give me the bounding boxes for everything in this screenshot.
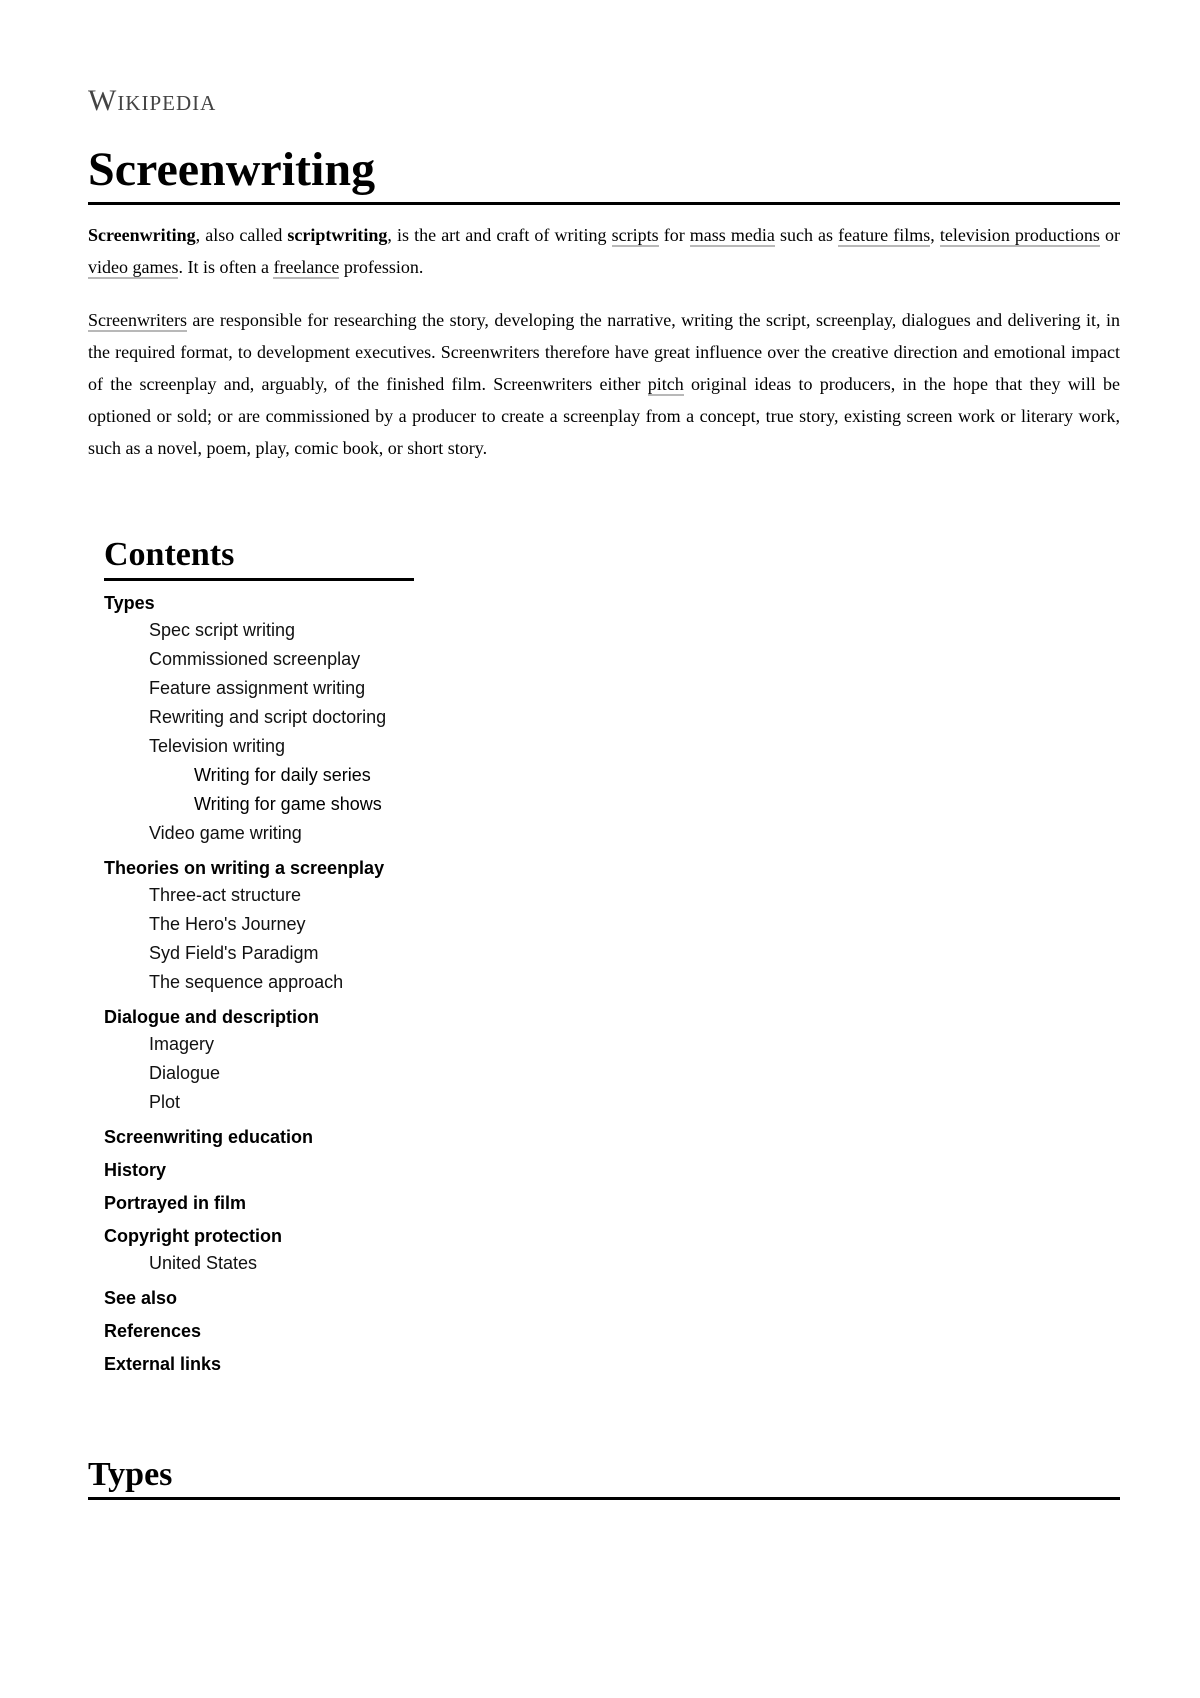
toc-subitem-dialogue xyxy=(149,1059,504,1088)
text-run: profession. xyxy=(339,257,424,277)
toc-sublink[interactable]: Video game writing xyxy=(149,823,302,843)
toc-subitem-spec-script-writing xyxy=(149,616,504,645)
toc-sublist xyxy=(104,881,504,997)
toc-subitem-the-hero-s-journey xyxy=(149,910,504,939)
toc-subitem-video-game-writing xyxy=(149,819,504,848)
link-video-games[interactable]: video games xyxy=(88,257,179,277)
toc-item-types xyxy=(104,591,504,848)
toc-link[interactable]: Dialogue and description xyxy=(104,1007,320,1027)
toc-sublink[interactable]: Dialogue xyxy=(149,1063,221,1083)
text-run: original ideas to producers, in the hope that they will be optioned or sold; or are commissioned by a producer to create a screenplay from a concept, true story, existing screen work or literary work, such as a novel, poem, play, comic book, or short story. xyxy=(88,374,1120,458)
toc-sublink[interactable]: Plot xyxy=(149,1092,181,1112)
toc-list xyxy=(104,591,504,1377)
section-heading-types: Types xyxy=(88,1453,1120,1500)
article-intro xyxy=(88,219,1120,485)
toc-subsublink[interactable]: Writing for daily series xyxy=(194,765,371,785)
toc-sublist xyxy=(104,1249,504,1278)
toc-link[interactable]: Portrayed in film xyxy=(104,1193,247,1213)
link-feature-films[interactable]: feature films xyxy=(838,225,931,245)
toc-item-external-links xyxy=(104,1352,504,1377)
bold-term-screenwriting: Screenwriting xyxy=(88,225,196,245)
toc-title: Contents xyxy=(104,533,414,581)
toc-sublist xyxy=(104,1030,504,1117)
toc-sublink[interactable]: Syd Field's Paradigm xyxy=(149,943,319,963)
toc-subitem-television-writing xyxy=(149,732,504,819)
table-of-contents xyxy=(104,533,504,1385)
text-run: are responsible for researching the story, developing the narrative, writing the script, screenplay, dialogues and delivering it, in the required format, to development executives. Screenwriters therefore have great influence over the creative direction and emotional impact of the screenplay and, arguably, of the finished film. Screenwriters either xyxy=(88,310,1120,394)
toc-item-references xyxy=(104,1319,504,1344)
link-screenwriters[interactable]: Screenwriters xyxy=(88,310,187,330)
toc-item-dialogue-and-description xyxy=(104,1005,504,1117)
toc-link[interactable]: Theories on writing a screenplay xyxy=(104,858,385,878)
page-title: Screenwriting xyxy=(88,140,1120,205)
link-television-productions[interactable]: television productions xyxy=(939,225,1100,245)
toc-item-copyright-protection xyxy=(104,1224,504,1278)
toc-subitem-united-states xyxy=(149,1249,504,1278)
toc-sublink[interactable]: Spec script writing xyxy=(149,620,296,640)
link-pitch[interactable]: pitch xyxy=(647,374,684,394)
toc-subitem-syd-field-s-paradigm xyxy=(149,939,504,968)
toc-subitem-the-sequence-approach xyxy=(149,968,504,997)
text-run: , also called xyxy=(195,225,288,245)
toc-subitem-feature-assignment-writing xyxy=(149,674,504,703)
toc-sublink[interactable]: The Hero's Journey xyxy=(149,914,306,934)
toc-item-portrayed-in-film xyxy=(104,1191,504,1216)
toc-subitem-plot xyxy=(149,1088,504,1117)
toc-sublink[interactable]: United States xyxy=(149,1253,258,1273)
text-run: or xyxy=(1099,225,1120,245)
toc-link[interactable]: References xyxy=(104,1321,202,1341)
link-scripts[interactable]: scripts xyxy=(611,225,659,245)
toc-item-history xyxy=(104,1158,504,1183)
toc-item-see-also xyxy=(104,1286,504,1311)
toc-subsubitem-writing-for-game-shows xyxy=(194,790,504,819)
intro-paragraph-2 xyxy=(88,304,1120,464)
toc-link[interactable]: External links xyxy=(104,1354,222,1374)
toc-subitem-commissioned-screenplay xyxy=(149,645,504,674)
toc-sublink[interactable]: Television writing xyxy=(149,736,286,756)
bold-term-scriptwriting: scriptwriting xyxy=(287,225,388,245)
text-run: for xyxy=(658,225,690,245)
toc-item-theories-on-writing-a-screenplay xyxy=(104,856,504,997)
intro-paragraph-1 xyxy=(88,219,1120,283)
text-run: such as xyxy=(774,225,839,245)
toc-link[interactable]: Copyright protection xyxy=(104,1226,282,1246)
toc-subitem-three-act-structure xyxy=(149,881,504,910)
link-freelance[interactable]: freelance xyxy=(273,257,340,277)
toc-subitem-rewriting-and-script-doctoring xyxy=(149,703,504,732)
toc-link[interactable]: Screenwriting education xyxy=(104,1127,314,1147)
toc-item-screenwriting-education xyxy=(104,1125,504,1150)
toc-subsublink[interactable]: Writing for game shows xyxy=(194,794,382,814)
toc-subsublist xyxy=(149,761,504,819)
toc-subsubitem-writing-for-daily-series xyxy=(194,761,504,790)
toc-sublink[interactable]: The sequence approach xyxy=(149,972,344,992)
toc-link[interactable]: See also xyxy=(104,1288,178,1308)
toc-sublink[interactable]: Feature assignment writing xyxy=(149,678,366,698)
toc-sublink[interactable]: Rewriting and script doctoring xyxy=(149,707,387,727)
toc-sublist xyxy=(104,616,504,848)
text-run: , is the art and craft of writing xyxy=(387,225,612,245)
text-run: , xyxy=(930,225,940,245)
wikipedia-logo[interactable]: Wikipedia xyxy=(88,84,217,117)
toc-link[interactable]: Types xyxy=(104,593,155,613)
toc-link[interactable]: History xyxy=(104,1160,167,1180)
link-mass-media[interactable]: mass media xyxy=(689,225,775,245)
text-run: . It is often a xyxy=(178,257,274,277)
toc-sublink[interactable]: Imagery xyxy=(149,1034,215,1054)
toc-subitem-imagery xyxy=(149,1030,504,1059)
toc-sublink[interactable]: Commissioned screenplay xyxy=(149,649,361,669)
toc-sublink[interactable]: Three-act structure xyxy=(149,885,302,905)
